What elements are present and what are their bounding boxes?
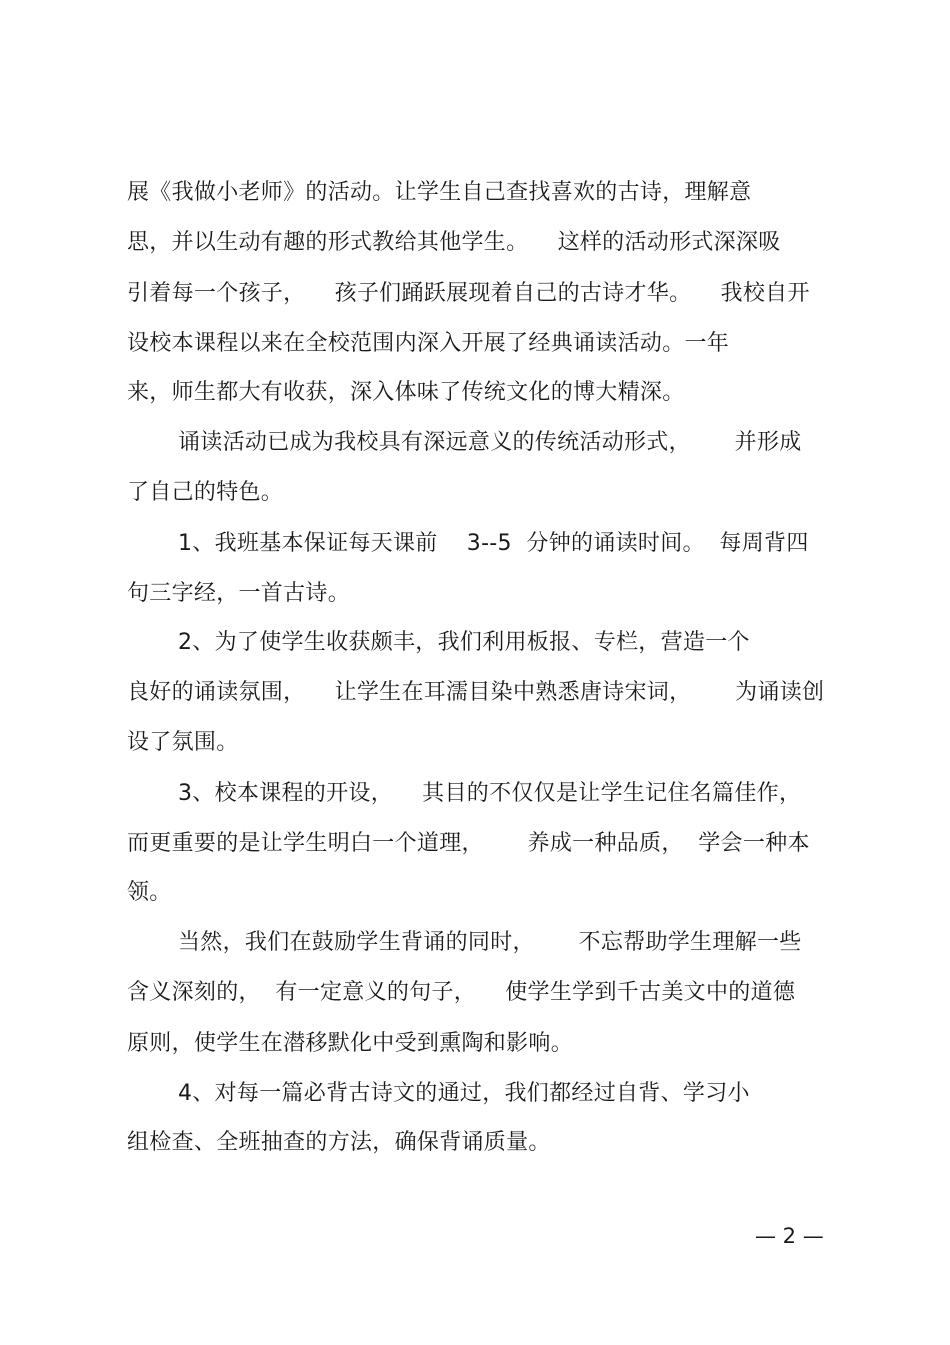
paragraph-first-line: 当然，我们在鼓励学生背诵的同时， 不忘帮助学生理解一些 [178,930,802,955]
text-line: 展《我做小老师》的活动。让学生自己查找喜欢的古诗，理解意 [127,180,752,205]
list-item-2-line: 2、为了使学生收获颇丰，我们利用板报、专栏，营造一个 [178,630,750,655]
text-line: 了自己的特色。 [127,480,284,505]
text-line: 引着每一个孩子， 孩子们踊跃展现着自己的古诗才华。 我校自开 [127,281,810,306]
text-line: 原则，使学生在潜移默化中受到熏陶和影响。 [127,1031,574,1056]
text-line: 来，师生都大有收获，深入体味了传统文化的博大精深。 [127,380,685,405]
paragraph-first-line: 诵读活动已成为我校具有深远意义的传统活动形式， 并形成 [178,430,802,455]
text-line: 思，并以生动有趣的形式教给其他学生。 这样的活动形式深深吸 [127,230,781,255]
text-line: 句三字经，一首古诗。 [127,581,351,606]
text-line: 组检查、全班抽查的方法，确保背诵质量。 [127,1130,551,1155]
text-line: 含义深刻的， 有一定意义的句子， 使学生学到千古美文中的道德 [127,980,796,1005]
page-number: — 2 — [755,1224,824,1248]
list-item-4-line: 4、对每一篇必背古诗文的通过，我们都经过自背、学习小 [178,1081,750,1106]
text-line: 而更重要的是让学生明白一个道理， 养成一种品质， 学会一种本 [127,831,810,856]
text-line: 良好的诵读氛围， 让学生在耳濡目染中熟悉唐诗宋词， 为诵读创 [127,680,825,705]
text-line: 领。 [127,880,172,905]
text-line: 设校本课程以来在全校范围内深入开展了经典诵读活动。一年 [127,331,730,356]
list-item-1-line: 1、我班基本保证每天课前 3--5 分钟的诵读时间。 每周背四 [178,531,809,556]
text-line: 设了氛围。 [127,730,239,755]
list-item-3-line: 3、校本课程的开设， 其目的不仅仅是让学生记住名篇佳作， [178,781,802,806]
